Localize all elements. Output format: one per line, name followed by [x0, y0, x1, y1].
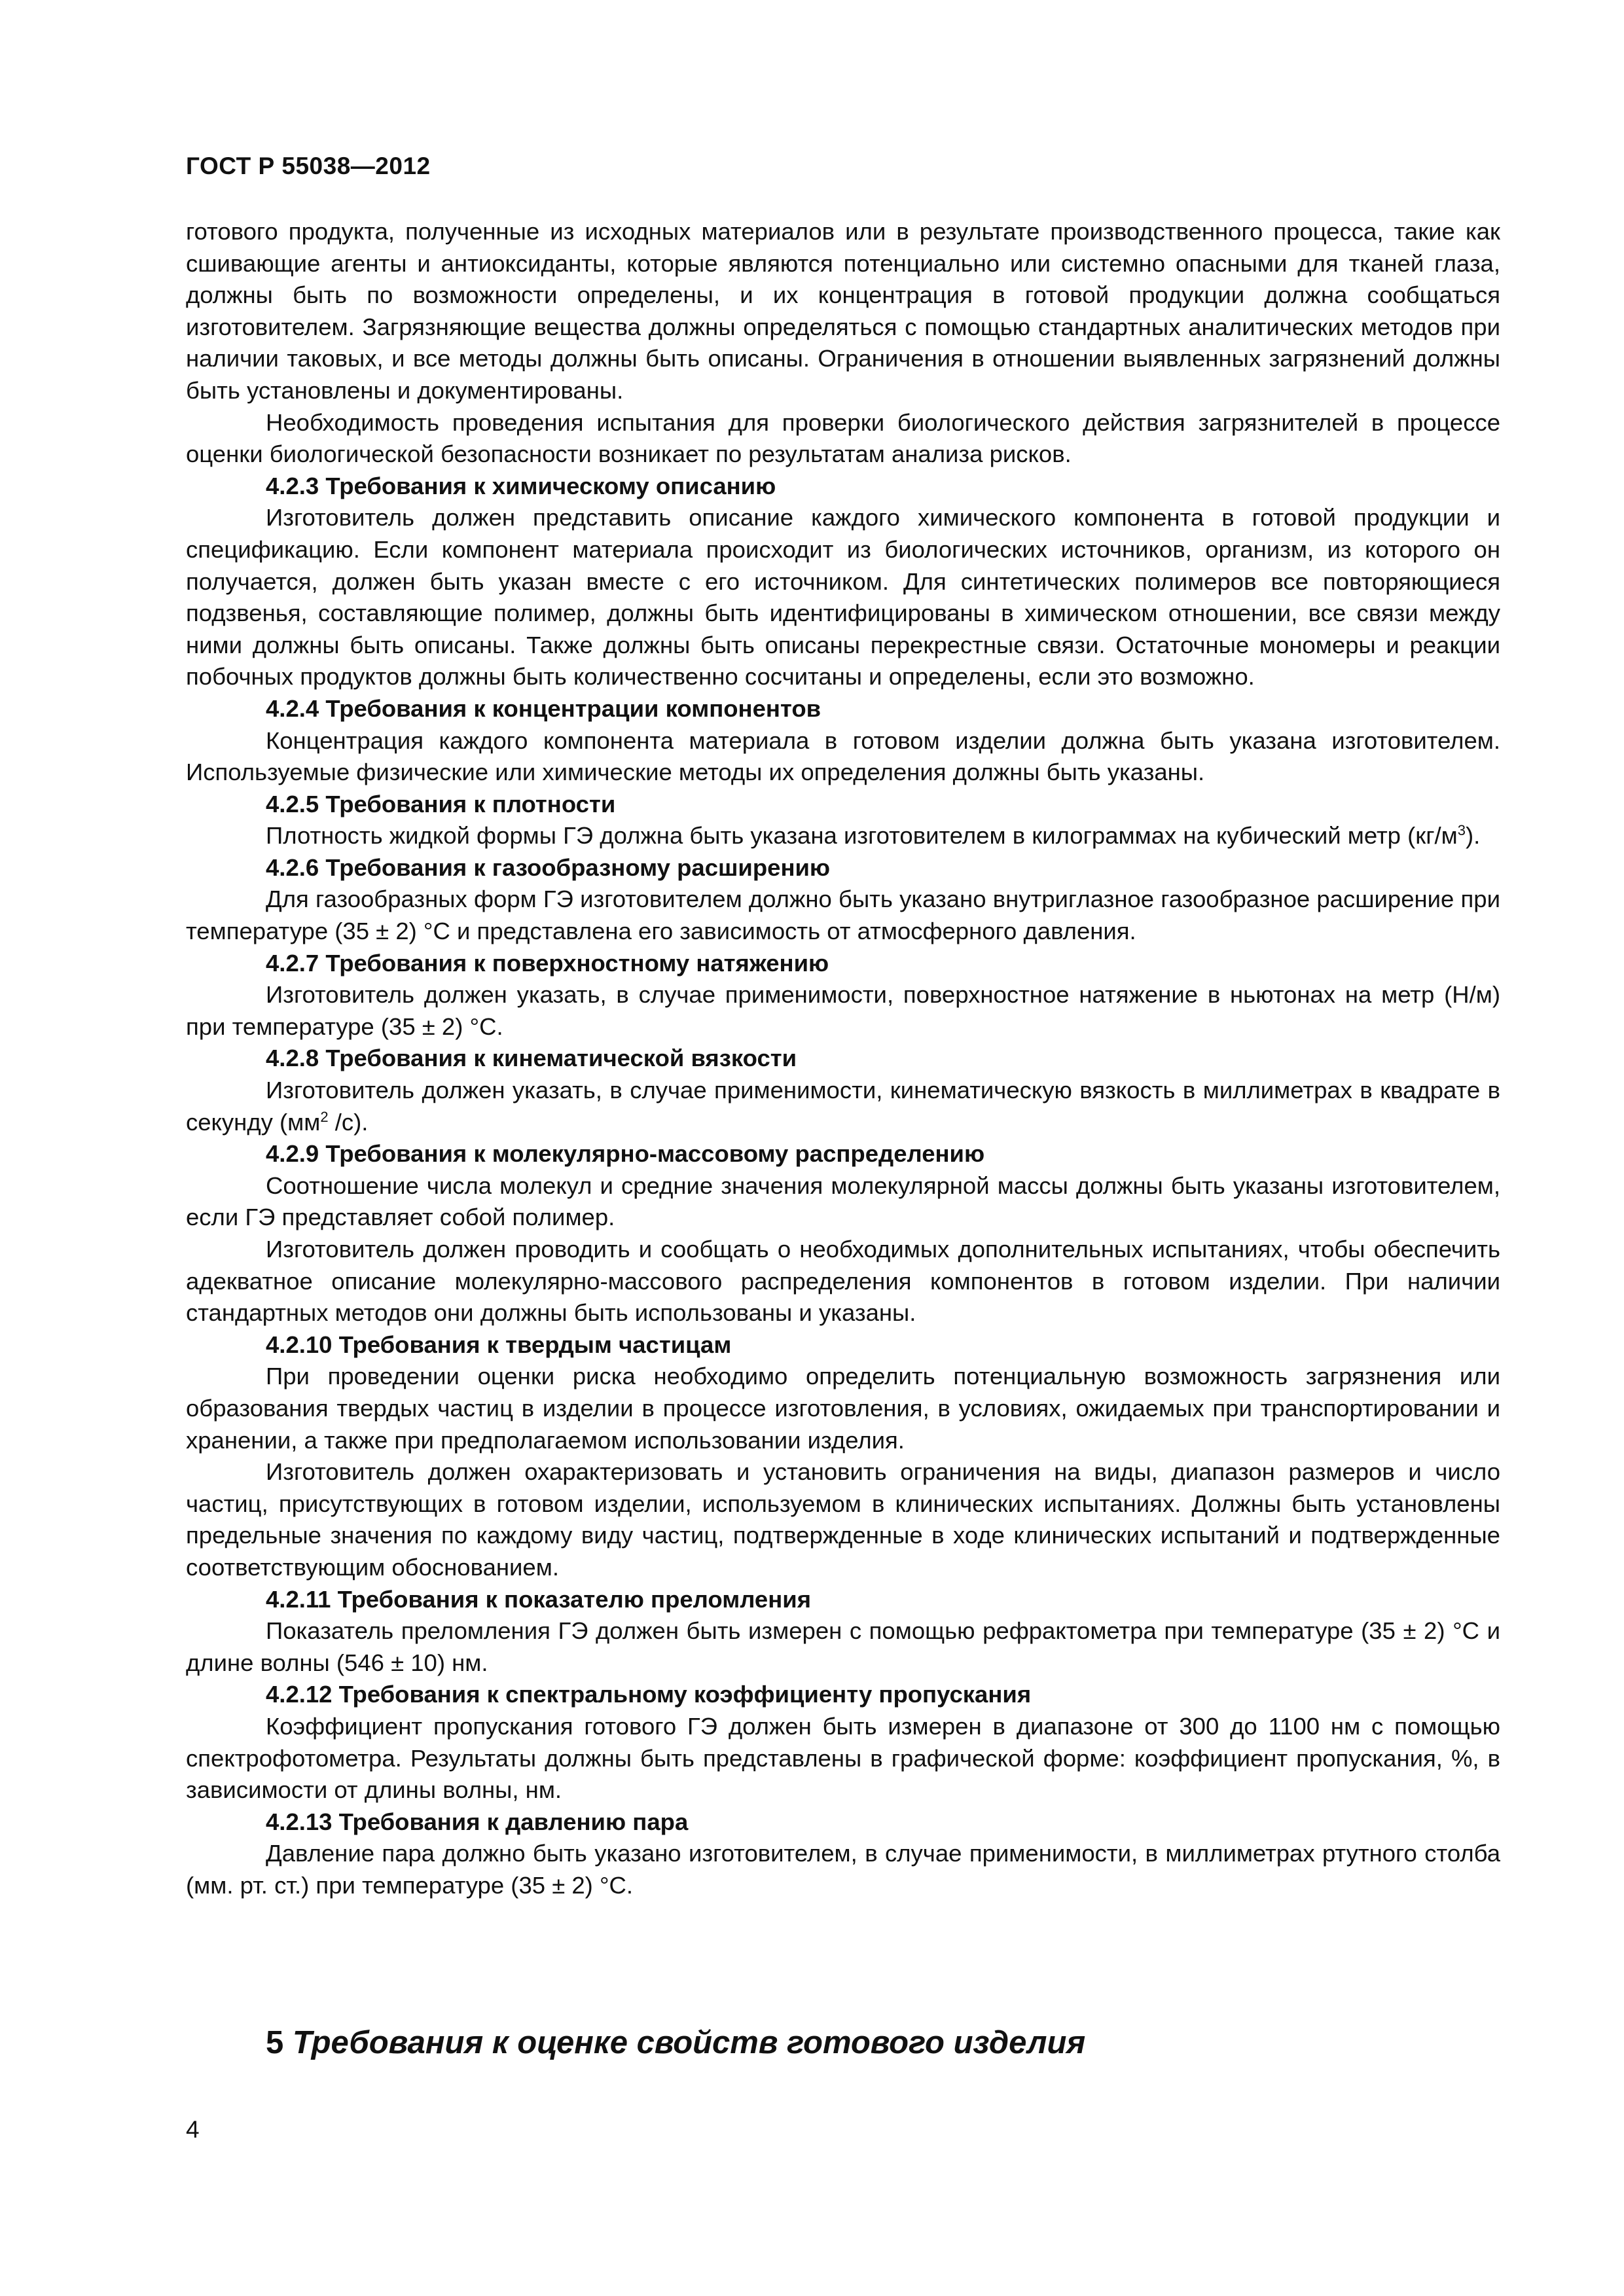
section-4-2-5-heading: 4.2.5 Требования к плотности — [266, 790, 616, 817]
intro-paragraph-2: Необходимость проведения испытания для проверки биологического действия загрязнителей в процессе оценки биологической безопасности возникает по результатам анализа рисков. — [186, 408, 1500, 468]
square-superscript: 2 — [320, 1108, 329, 1125]
section-4-2-11-heading: 4.2.11 Требования к показателю преломления — [266, 1585, 811, 1613]
section-4-2-7-paragraph: Изготовитель должен указать, в случае применимости, поверхностное натяжение в ньютонах на метр (Н/м) при температуре (35 ± 2) °С. — [186, 981, 1500, 1040]
viscosity-text-end: /с). — [328, 1108, 369, 1136]
section-4-2-10-paragraph-1: При проведении оценки риска необходимо определить потенциальную возможность загрязнения или образования твердых частиц в изделии в процессе изготовления, в условиях, ожидаемых при транспортировании и хранении, а также при предполагаемом использовании изделия. — [186, 1363, 1500, 1454]
section-4-2-6-paragraph: Для газообразных форм ГЭ изготовителем должно быть указано внутриглазное газообразное расширение при температуре (35 ± 2) °С и представлена его зависимость от атмосферного давления. — [186, 886, 1500, 945]
section-4-2-12-heading: 4.2.12 Требования к спектральному коэффициенту пропускания — [266, 1681, 1032, 1708]
section-4-2-7-heading: 4.2.7 Требования к поверхностному натяжению — [266, 949, 829, 977]
page-number: 4 — [186, 2116, 200, 2143]
section-4-2-8-heading: 4.2.8 Требования к кинематической вязкости — [266, 1045, 797, 1072]
section-4-2-3-paragraph: Изготовитель должен представить описание каждого химического компонента в готовой продукции и спецификацию. Если компонент материала происходит из биологических источников, организм, из которого он получается, должен быть указан вместе с его источником. Для синтетических полимеров все повторяющиеся подзвенья, составляющие полимер, должны быть идентифицированы в химическом отношении, все связи между ними должны быть описаны. Также должны быть описаны перекрестные связи. Остаточные мономеры и реакции побочных продуктов должны быть количественно сосчитаны и определены, если это возможно. — [186, 504, 1500, 691]
section-4-2-9-paragraph-2: Изготовитель должен проводить и сообщать о необходимых дополнительных испытаниях, чтобы обеспечить адекватное описание молекулярно-массового распределения компонентов в готовом изделии. При наличии стандартных методов они должны быть использованы и указаны. — [186, 1236, 1500, 1327]
section-4-2-9-heading: 4.2.9 Требования к молекулярно-массовому распределению — [266, 1140, 985, 1168]
density-text-end: ). — [1466, 822, 1481, 850]
section-5-heading — [266, 2022, 1085, 2064]
section-5-title: Требования к оценке свойств готового изделия — [292, 2025, 1086, 2060]
section-4-2-8-paragraph — [186, 1075, 1500, 1138]
cubic-superscript: 3 — [1457, 822, 1466, 839]
section-4-2-11-paragraph: Показатель преломления ГЭ должен быть измерен с помощью рефрактометра при температуре (35 ± 2) °С и длине волны (546 ± 10) нм. — [186, 1617, 1500, 1676]
section-4-2-5-paragraph — [186, 820, 1500, 852]
section-4-2-6-heading: 4.2.6 Требования к газообразному расширению — [266, 853, 831, 881]
section-4-2-12-paragraph: Коэффициент пропускания готового ГЭ должен быть измерен в диапазоне от 300 до 1100 нм с помощью спектрофотометра. Результаты должны быть представлены в графической форме: коэффициент пропускания, %, в зависимости от длины волны, нм. — [186, 1712, 1500, 1804]
section-4-2-13-paragraph: Давление пара должно быть указано изготовителем, в случае применимости, в миллиметрах ртутного столба (мм. рт. ст.) при температуре (35 ± 2) °С. — [186, 1840, 1500, 1899]
section-4-2-4-heading: 4.2.4 Требования к концентрации компонентов — [266, 694, 821, 722]
section-4-2-3-heading: 4.2.3 Требования к химическому описанию — [266, 472, 776, 499]
section-4-2-4-paragraph: Концентрация каждого компонента материала в готовом изделии должна быть указана изготовителем. Используемые физические или химические методы их определения должны быть указаны. — [186, 726, 1500, 786]
document-code-header: ГОСТ Р 55038—2012 — [186, 152, 431, 179]
intro-paragraph-1: готового продукта, полученные из исходных материалов или в результате производственного процесса, такие как сшивающие агенты и антиоксиданты, которые являются потенциально или системно опасными для тканей глаза, должны быть по возможности определены, и их концентрация в готовой продукции должна сообщаться изготовителем. Загрязняющие вещества должны определяться с помощью стандартных аналитических методов при наличии таковых, и все методы должны быть описаны. Ограничения в отношении выявленных загрязнений должны быть установлены и документированы. — [186, 218, 1500, 404]
document-body — [186, 216, 1500, 1901]
section-5-number: 5 — [266, 2025, 284, 2060]
section-4-2-13-heading: 4.2.13 Требования к давлению пара — [266, 1808, 689, 1835]
viscosity-text: Изготовитель должен указать, в случае применимости, кинематическую вязкость в миллиметрах в квадрате в секунду (мм — [186, 1077, 1500, 1136]
section-4-2-9-paragraph-1: Соотношение числа молекул и средние значения молекулярной массы должны быть указаны изготовителем, если ГЭ представляет собой полимер. — [186, 1172, 1500, 1231]
section-4-2-10-paragraph-2: Изготовитель должен охарактеризовать и установить ограничения на виды, диапазон размеров и число частиц, присутствующих в готовом изделии, используемом в клинических испытаниях. Должны быть установлены предельные значения по каждому виду частиц, подтвержденные в ходе клинических испытаний и подтвержденные соответствующим обоснованием. — [186, 1458, 1500, 1581]
section-4-2-10-heading: 4.2.10 Требования к твердым частицам — [266, 1331, 732, 1358]
density-text: Плотность жидкой формы ГЭ должна быть указана изготовителем в килограммах на кубический метр (кг/м — [266, 822, 1458, 850]
